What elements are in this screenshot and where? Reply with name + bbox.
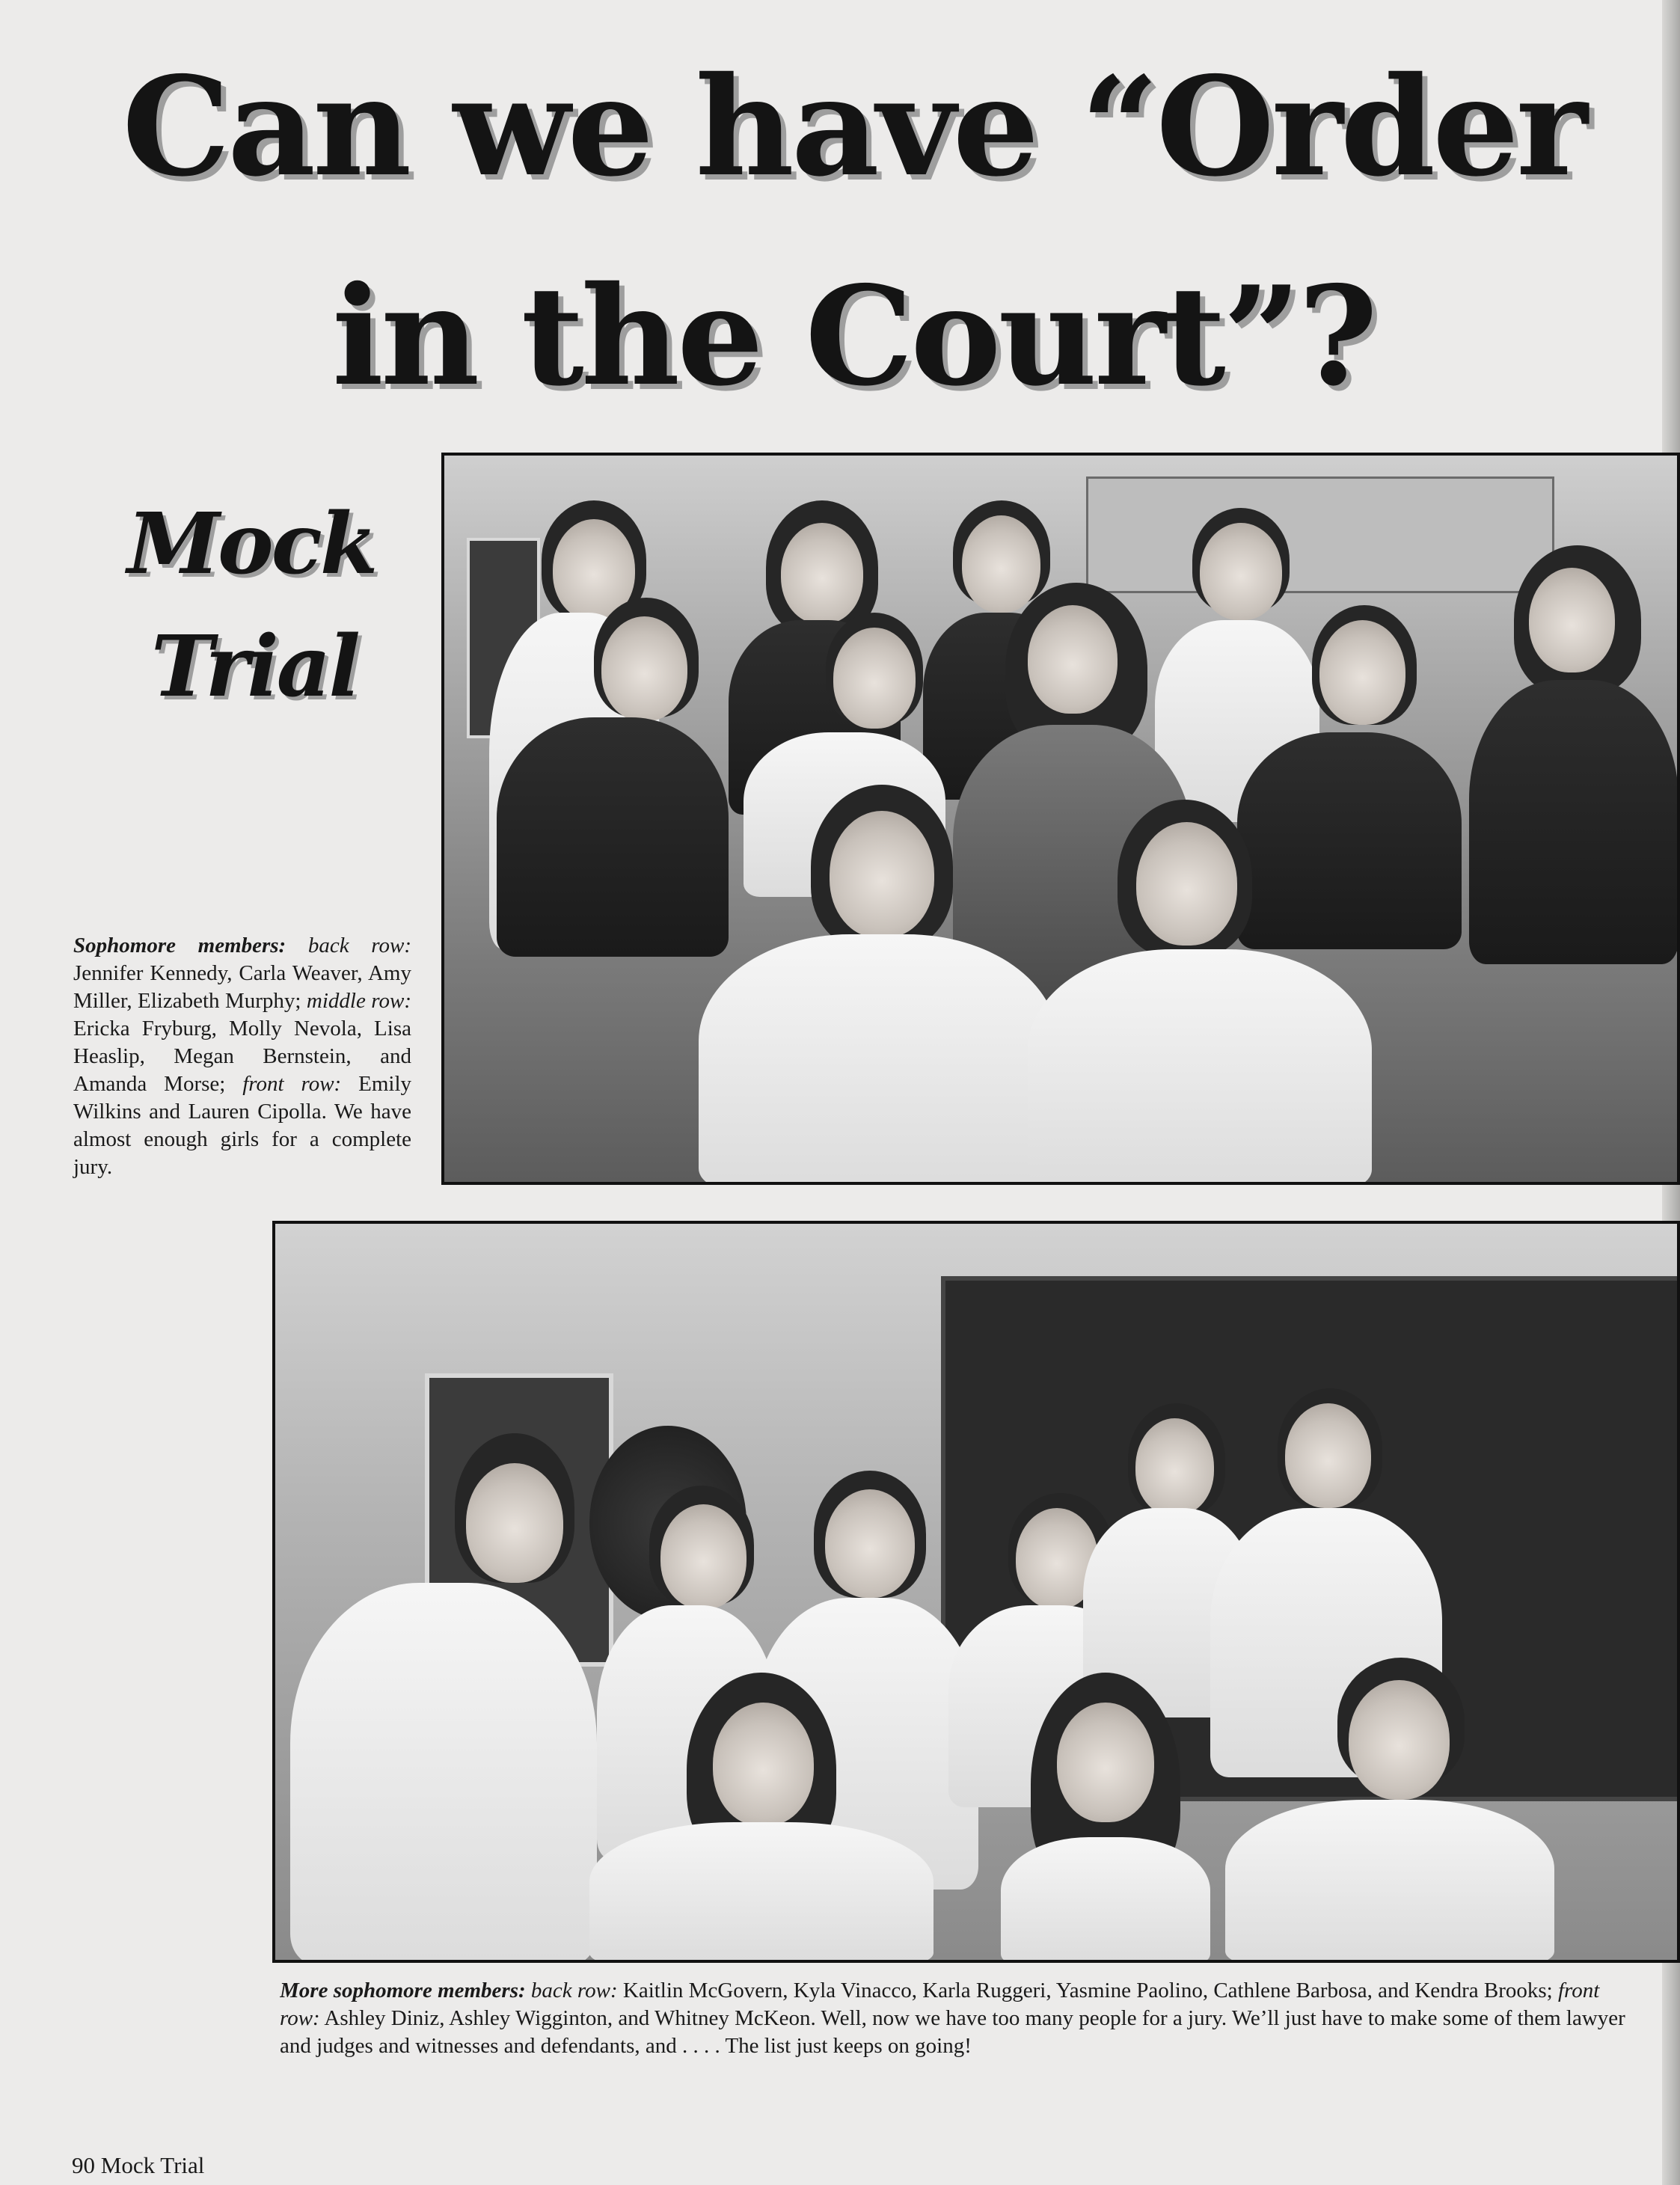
- page-title-line-2: in the Court”?: [331, 256, 1376, 416]
- section-heading-line-1: Mock: [127, 495, 376, 593]
- caption-lead: Sophomore members:: [73, 934, 286, 957]
- row-label-continued: row:: [280, 2006, 320, 2030]
- person: [589, 1673, 933, 1963]
- caption-closing: and judges and witnesses and defendants, and . . . . The list just keeps on going!: [280, 2034, 972, 2058]
- back-row-label: back row:: [530, 1979, 618, 2002]
- front-row-label: front row:: [242, 1072, 342, 1096]
- group-photo-more-sophomores: [272, 1221, 1680, 1963]
- section-heading-line-2: Trial: [151, 618, 358, 716]
- front-row-label: front: [1557, 1979, 1600, 2002]
- front-row-names: Ashley Diniz, Ashley Wigginton, and Whitney McKeon. Well, now we have too many people for a jury. We’ll just have to make some of them lawyer: [324, 2006, 1625, 2030]
- group-photo-sophomores: [441, 453, 1680, 1185]
- middle-row-label: middle row:: [306, 989, 412, 1013]
- back-row-names: Jennifer Kennedy, Carla Weaver, Amy Miller, Elizabeth Murphy;: [73, 961, 411, 1013]
- caption-more-sophomores: [280, 1977, 1680, 2060]
- back-row-label: back row:: [307, 934, 412, 957]
- front-row-names: Emily Wilkins and Lauren Cipolla. We have almost enough girls for a complete jury.: [73, 1072, 412, 1179]
- person: [1225, 1658, 1554, 1963]
- person: [1469, 545, 1679, 964]
- middle-row-names: Ericka Fryburg, Molly Nevola, Lisa Heaslip, Megan Bernstein, and Amanda Morse;: [73, 1017, 411, 1096]
- page-title-line-1: Can we have “Order: [122, 46, 1585, 206]
- page-folio: 90 Mock Trial: [72, 2152, 205, 2178]
- back-row-names: Kaitlin McGovern, Kyla Vinacco, Karla Ruggeri, Yasmine Paolino, Cathlene Barbosa, and Kendra Brooks;: [622, 1979, 1553, 2002]
- caption-lead: More sophomore members:: [280, 1979, 526, 2002]
- person: [283, 1433, 597, 1963]
- person: [699, 785, 1058, 1185]
- person: [986, 1673, 1225, 1963]
- caption-sophomores: [73, 932, 411, 1181]
- person: [1028, 800, 1372, 1185]
